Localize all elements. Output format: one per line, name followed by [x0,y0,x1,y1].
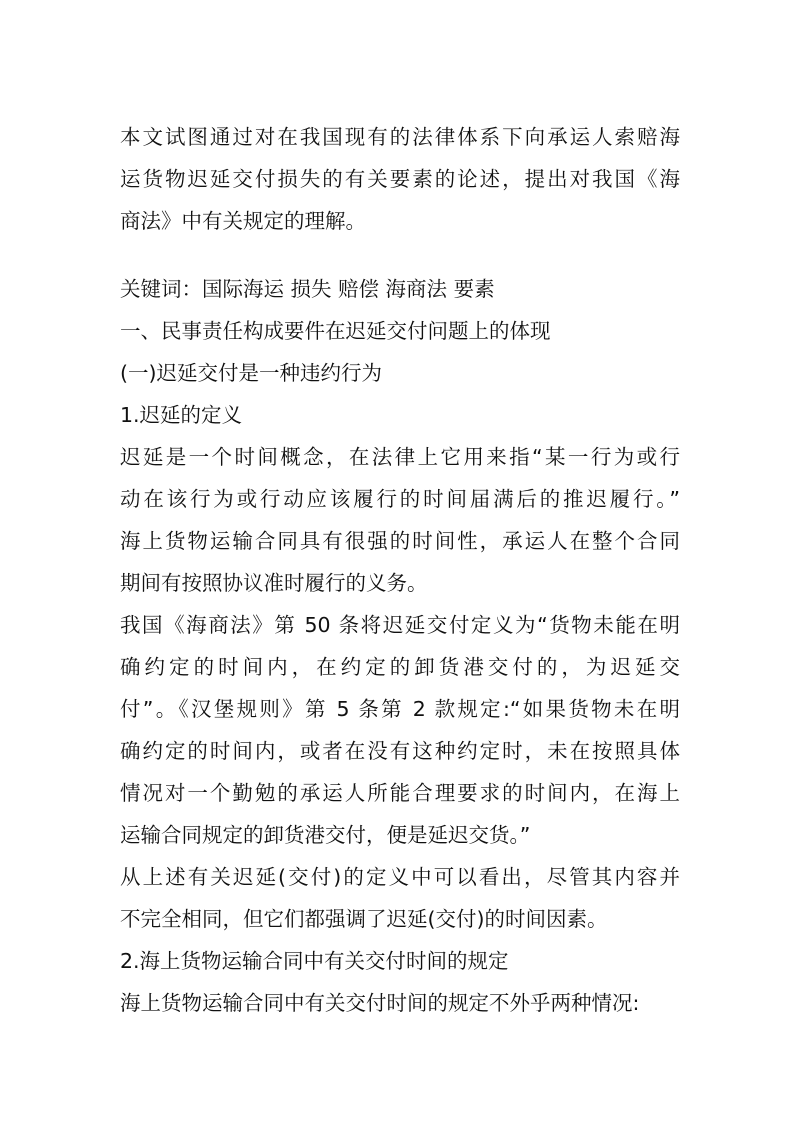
para1-line-2: 动在该行为或行动应该履行的时间届满后的推迟履行。” [120,487,680,511]
para3-line-2: 不完全相同，但它们都强调了迟延(交付)的时间因素。 [120,907,608,931]
abstract-line-3: 商法》中有关规定的理解。 [120,209,366,233]
abstract-line-1: 本文试图通过对在我国现有的法律体系下向承运人索赔海 [120,125,680,149]
section-heading: 一、民事责任构成要件在迟延交付问题上的体现 [120,319,551,343]
para4-line-1: 海上货物运输合同中有关交付时间的规定不外乎两种情况: [120,991,640,1015]
para2-line-2: 确约定的时间内，在约定的卸货港交付的，为迟延交 [120,655,680,679]
item2-heading: 2.海上货物运输合同中有关交付时间的规定 [120,949,509,973]
para2-line-3: 付”。《汉堡规则》第 5 条第 2 款规定:“如果货物未在明 [120,697,680,721]
para1-line-3: 海上货物运输合同具有很强的时间性，承运人在整个合同 [120,529,680,553]
para2-line-1: 我国《海商法》第 50 条将迟延交付定义为“货物未能在明 [120,613,680,637]
subsection-heading: (一)迟延交付是一种违约行为 [120,361,382,385]
keywords-line: 关键词：国际海运 损失 赔偿 海商法 要素 [120,277,495,301]
abstract-line-2: 运货物迟延交付损失的有关要素的论述，提出对我国《海 [120,167,680,191]
para1-line-1: 迟延是一个时间概念，在法律上它用来指“某一行为或行 [120,445,680,469]
para2-line-6: 运输合同规定的卸货港交付，便是延迟交货。” [120,823,531,847]
para2-line-5: 情况对一个勤勉的承运人所能合理要求的时间内，在海上 [120,781,680,805]
para3-line-1: 从上述有关迟延(交付)的定义中可以看出，尽管其内容并 [120,865,680,889]
item1-heading: 1.迟延的定义 [120,403,243,427]
para1-line-4: 期间有按照协议准时履行的义务。 [120,571,428,595]
para2-line-4: 确约定的时间内，或者在没有这种约定时，未在按照具体 [120,739,680,763]
